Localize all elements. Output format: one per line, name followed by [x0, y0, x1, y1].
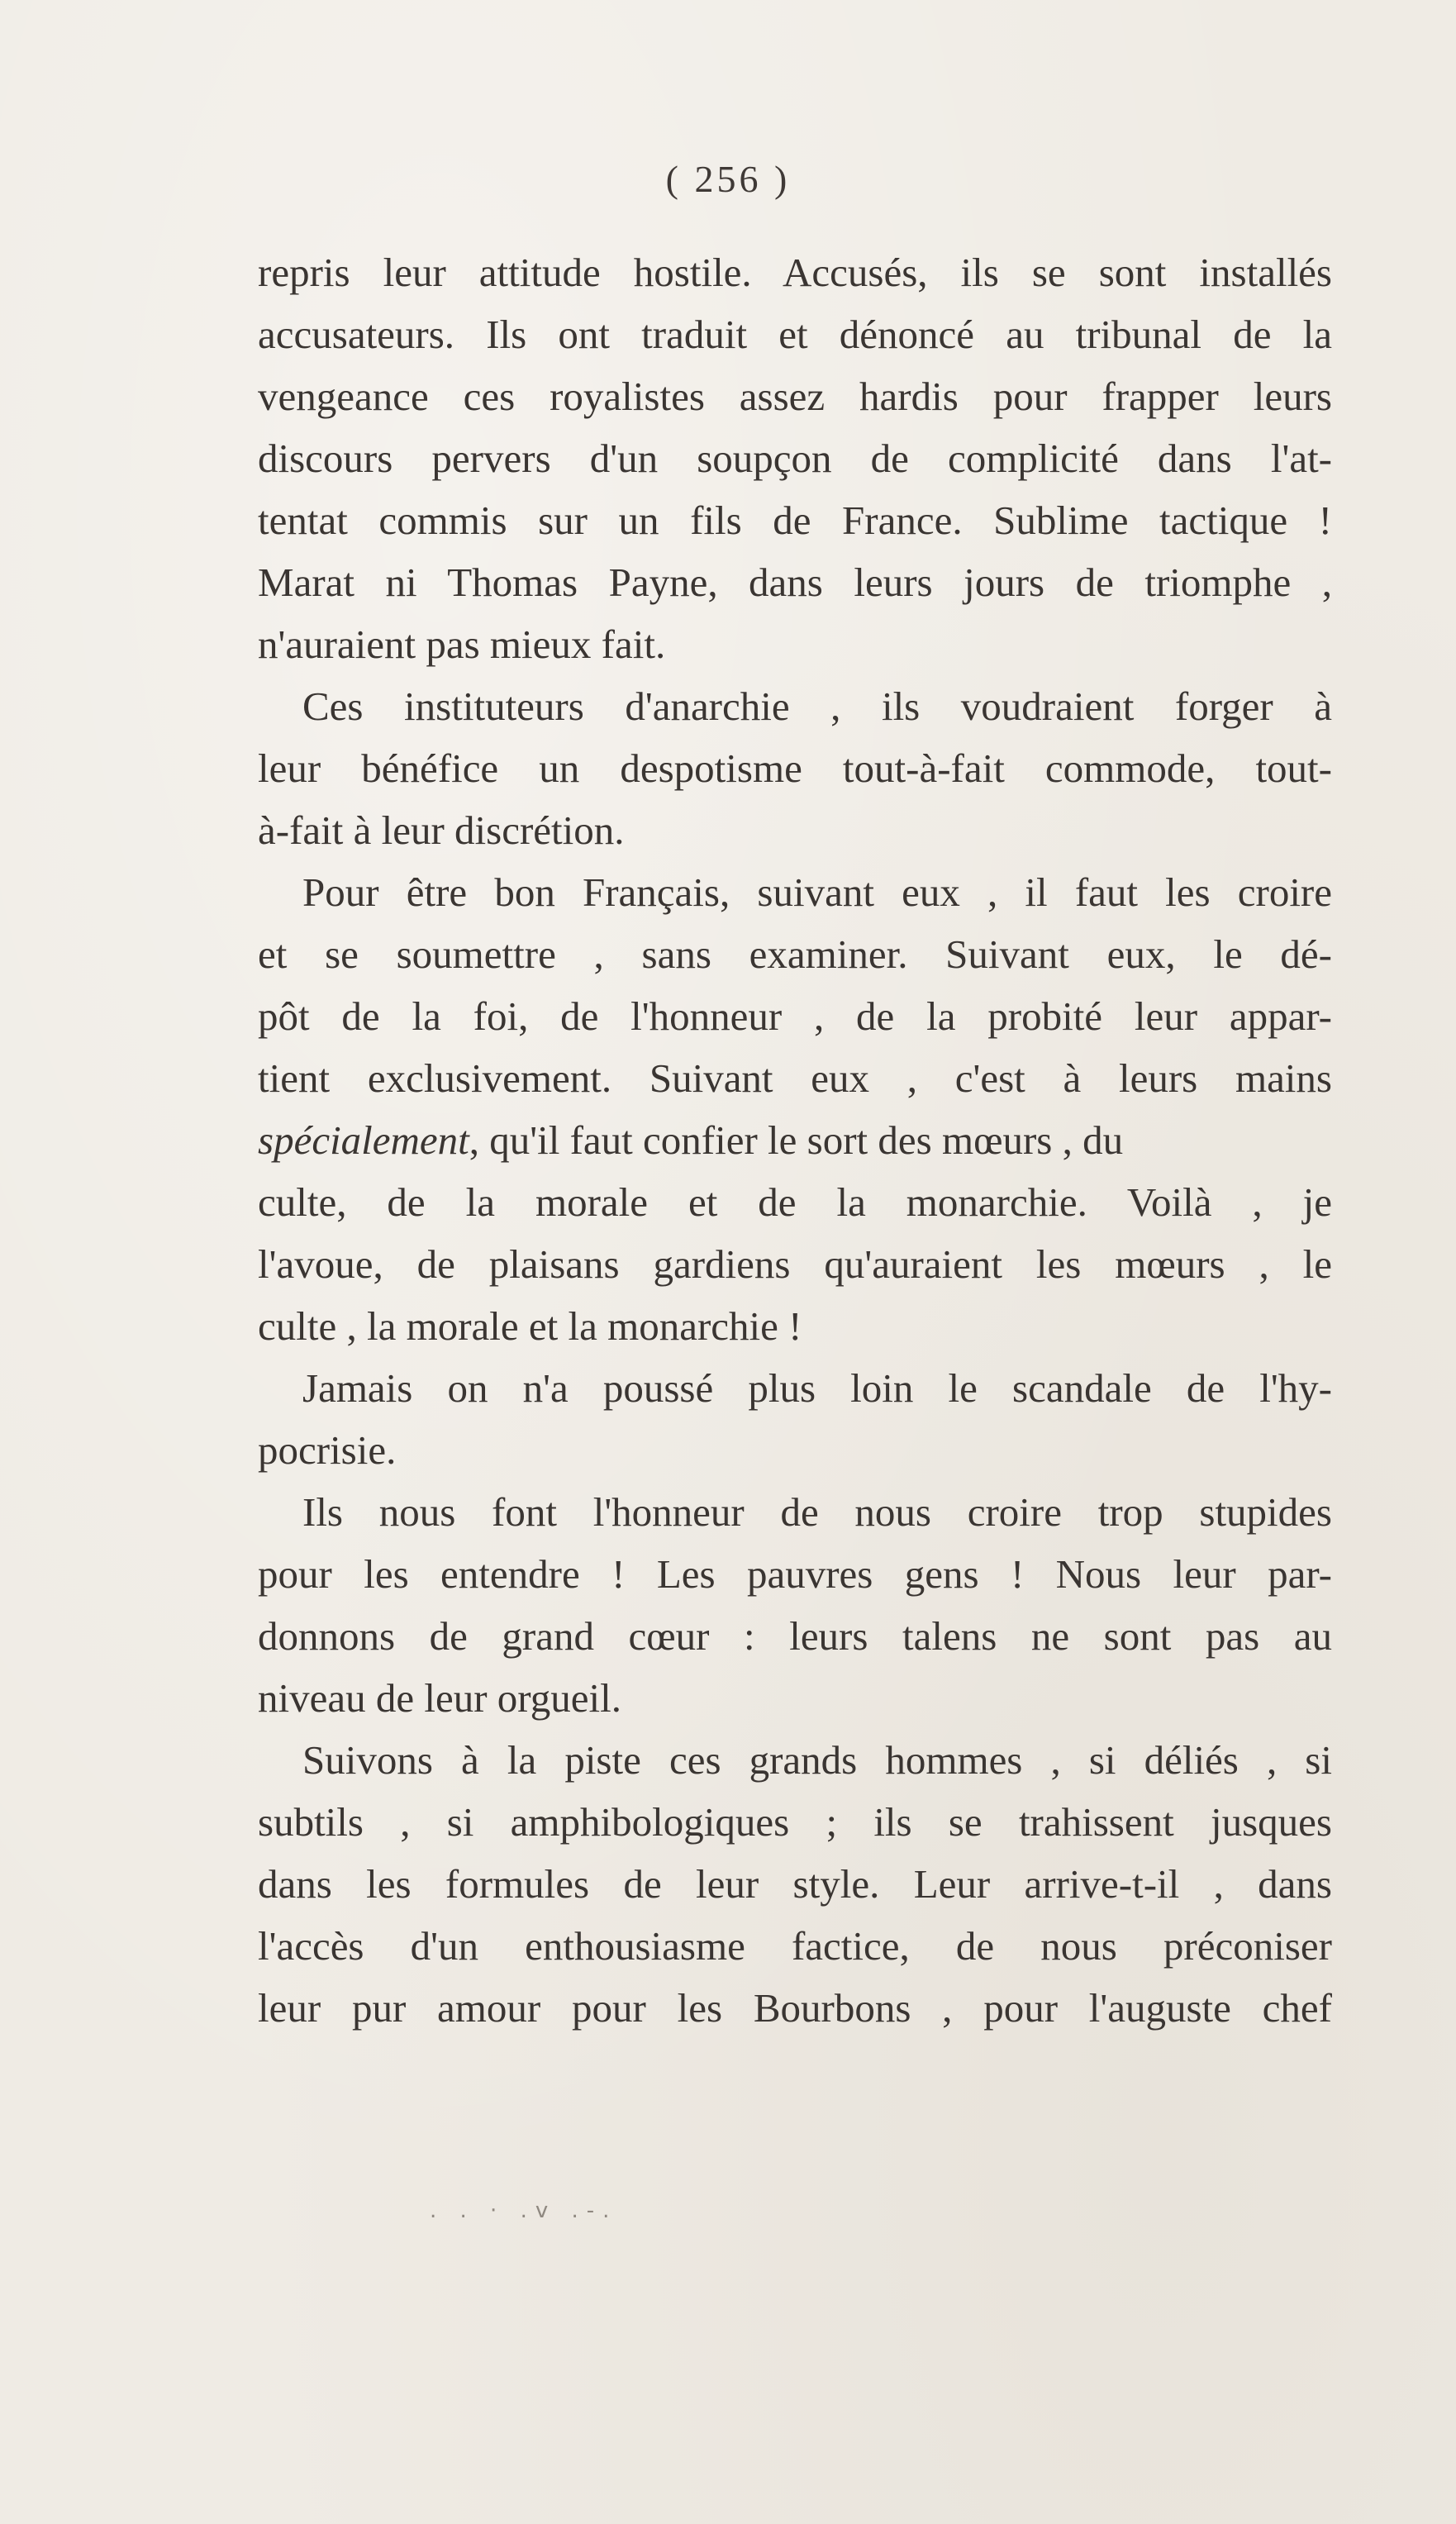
text-line: culte, de la morale et de la monarchie. Voilà , je — [258, 1179, 1332, 1225]
text-line: et se soumettre , sans examiner. Suivant eux, le dé- — [258, 931, 1332, 977]
text-line: pôt de la foi, de l'honneur , de la probité leur appar- — [258, 993, 1332, 1039]
text-line: l'avoue, de plaisans gardiens qu'auraient les mœurs , le — [258, 1241, 1332, 1287]
text-line: subtils , si amphibologiques ; ils se trahissent jusques — [258, 1799, 1332, 1845]
text-line: vengeance ces royalistes assez hardis pour frapper leurs — [258, 374, 1332, 419]
text-line: pour les entendre ! Les pauvres gens ! Nous leur par- — [258, 1551, 1332, 1597]
text-line: culte , la morale et la monarchie ! — [258, 1303, 802, 1349]
paragraph-start-line: Pour être bon Français, suivant eux , il faut les croire — [302, 869, 1332, 915]
text-line: repris leur attitude hostile. Accusés, ils se sont installés — [258, 250, 1332, 295]
page-number: ( 256 ) — [665, 158, 791, 200]
text-line: leur bénéfice un despotisme tout-à-fait commode, tout- — [258, 745, 1332, 791]
paragraph-start-line: Ils nous font l'honneur de nous croire trop stupides — [302, 1489, 1332, 1535]
text-line: tentat commis sur un fils de France. Sublime tactique ! — [258, 498, 1332, 543]
text-line: n'auraient pas mieux fait. — [258, 621, 666, 667]
paragraph-start-line: Suivons à la piste ces grands hommes , si déliés , si — [302, 1737, 1332, 1783]
text-line: niveau de leur orgueil. — [258, 1675, 621, 1721]
text-line: à-fait à leur discrétion. — [258, 807, 625, 853]
paragraph-start-line: Ces instituteurs d'anarchie , ils voudraient forger à — [302, 683, 1332, 729]
text-line: donnons de grand cœur : leurs talens ne sont pas au — [258, 1613, 1332, 1659]
text-line: pocrisie. — [258, 1427, 397, 1473]
paragraph-start-line: Jamais on n'a poussé plus loin le scandale de l'hy- — [302, 1365, 1332, 1411]
footer-marks: . . · .v .-. — [430, 2198, 618, 2223]
text-line: discours pervers d'un soupçon de complicité dans l'at- — [258, 436, 1332, 481]
text-line: leur pur amour pour les Bourbons , pour l'auguste chef — [258, 1985, 1332, 2031]
text-line: l'accès d'un enthousiasme factice, de nous préconiser — [258, 1923, 1332, 1969]
body-text — [258, 241, 1332, 2039]
text-span: , qu'il faut confier le sort des mœurs , du — [469, 1117, 1124, 1163]
text-line-mixed — [258, 1109, 1332, 1171]
text-line: tient exclusivement. Suivant eux , c'est à leurs mains — [258, 1055, 1332, 1101]
text-line: dans les formules de leur style. Leur arrive-t-il , dans — [258, 1861, 1332, 1907]
text-line: Marat ni Thomas Payne, dans leurs jours de triomphe , — [258, 560, 1332, 605]
text-line: accusateurs. Ils ont traduit et dénoncé au tribunal de la — [258, 312, 1332, 357]
italic-emphasis: spécialement — [258, 1117, 469, 1163]
